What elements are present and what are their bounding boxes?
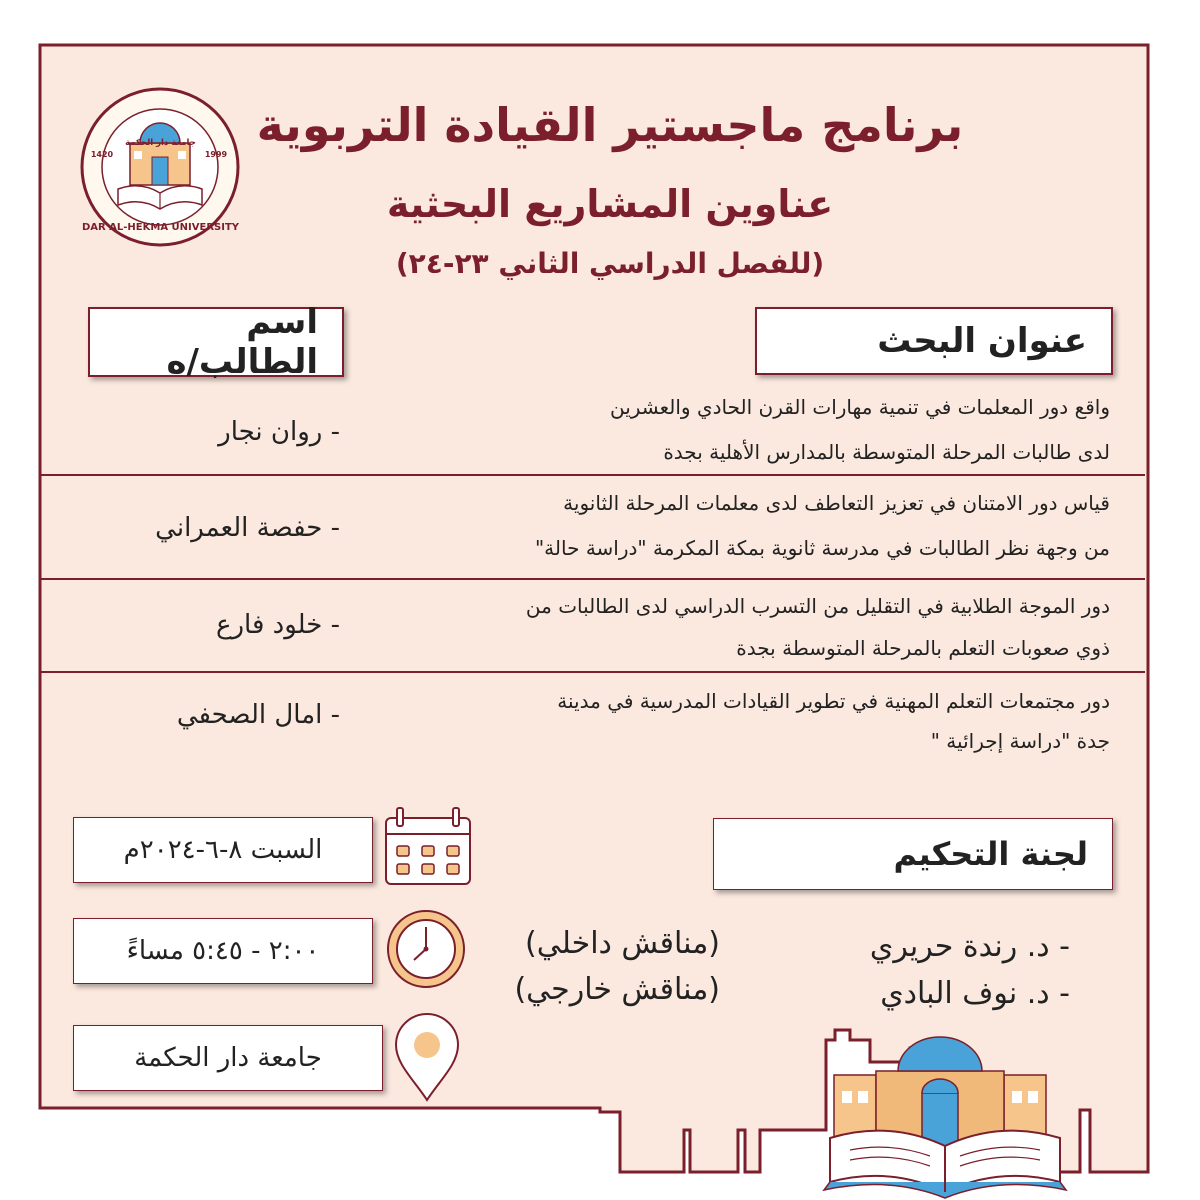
project-3-student: - خلود فارع	[215, 610, 340, 640]
project-1-title-line-2: لدى طالبات المرحلة المتوسطة بالمدارس الأهلية بجدة	[663, 440, 1110, 464]
project-2-title-line-2: من وجهة نظر الطالبات في مدرسة ثانوية بمكة المكرمة "دراسة حالة"	[534, 536, 1110, 560]
calendar-icon	[383, 806, 473, 888]
term-label: (للفصل الدراسي الثاني ٢٣-٢٤)	[395, 247, 825, 280]
committee-header	[713, 818, 1113, 890]
page-title: برنامج ماجستير القيادة التربوية	[256, 98, 964, 152]
project-2-title-line-1: قياس دور الامتنان في تعزيز التعاطف لدى معلمات المرحلة الثانوية	[563, 491, 1110, 515]
committee-member-2: - د. نوف البادي	[880, 976, 1070, 1011]
row-divider	[40, 474, 1145, 476]
row-divider	[40, 671, 1145, 673]
time-label: ٢:٠٠ - ٥:٤٥ مساءً	[126, 936, 320, 966]
committee-member-1: - د. رندة حريري	[869, 929, 1070, 964]
research-title-header	[755, 307, 1113, 375]
time-box	[73, 918, 373, 984]
project-3-title-line-2: ذوي صعوبات التعلم بالمرحلة المتوسطة بجدة	[736, 636, 1110, 660]
project-1-student: - روان نجار	[218, 417, 340, 447]
project-1-title-line-1: واقع دور المعلمات في تنمية مهارات القرن الحادي والعشرين	[609, 395, 1110, 419]
logo-english-label: DAR AL-HEKMA UNIVERSITY	[81, 222, 240, 233]
committee-heading: لجنة التحكيم	[893, 835, 1088, 873]
committee-role-2: (مناقش خارجي)	[514, 972, 720, 1007]
row-divider	[40, 578, 1145, 580]
date-label: السبت ٨-٦-٢٠٢٤م	[123, 835, 323, 865]
project-4-title-line-1: دور مجتمعات التعلم المهنية في تطوير القيادات المدرسية في مدينة	[557, 689, 1110, 713]
location-box	[73, 1025, 383, 1091]
research-title-header-label: عنوان البحث	[877, 321, 1087, 361]
open-book-illustration	[820, 1120, 1070, 1200]
logo-year-left: 1420	[90, 150, 114, 159]
committee-role-1: (مناقش داخلي)	[525, 926, 720, 961]
clock-icon	[385, 908, 467, 990]
project-4-title-line-2: جدة "دراسة إجرائية "	[930, 729, 1110, 753]
page-subtitle: عناوين المشاريع البحثية	[386, 182, 834, 226]
project-4-student: - امال الصحفي	[176, 700, 340, 730]
logo-arabic-label: جامعة دار الحكمة	[125, 138, 196, 148]
student-name-header-label: اسم الطالب/ه	[166, 302, 318, 382]
date-box	[73, 817, 373, 883]
location-label: جامعة دار الحكمة	[134, 1043, 322, 1073]
project-3-title-line-1: دور الموجة الطلابية في التقليل من التسرب الدراسي لدى الطالبات من	[525, 594, 1110, 618]
logo-year-right: 1999	[204, 150, 228, 159]
student-name-header	[88, 302, 344, 382]
location-pin-icon	[392, 1012, 462, 1104]
project-2-student: - حفصة العمراني	[155, 513, 340, 543]
